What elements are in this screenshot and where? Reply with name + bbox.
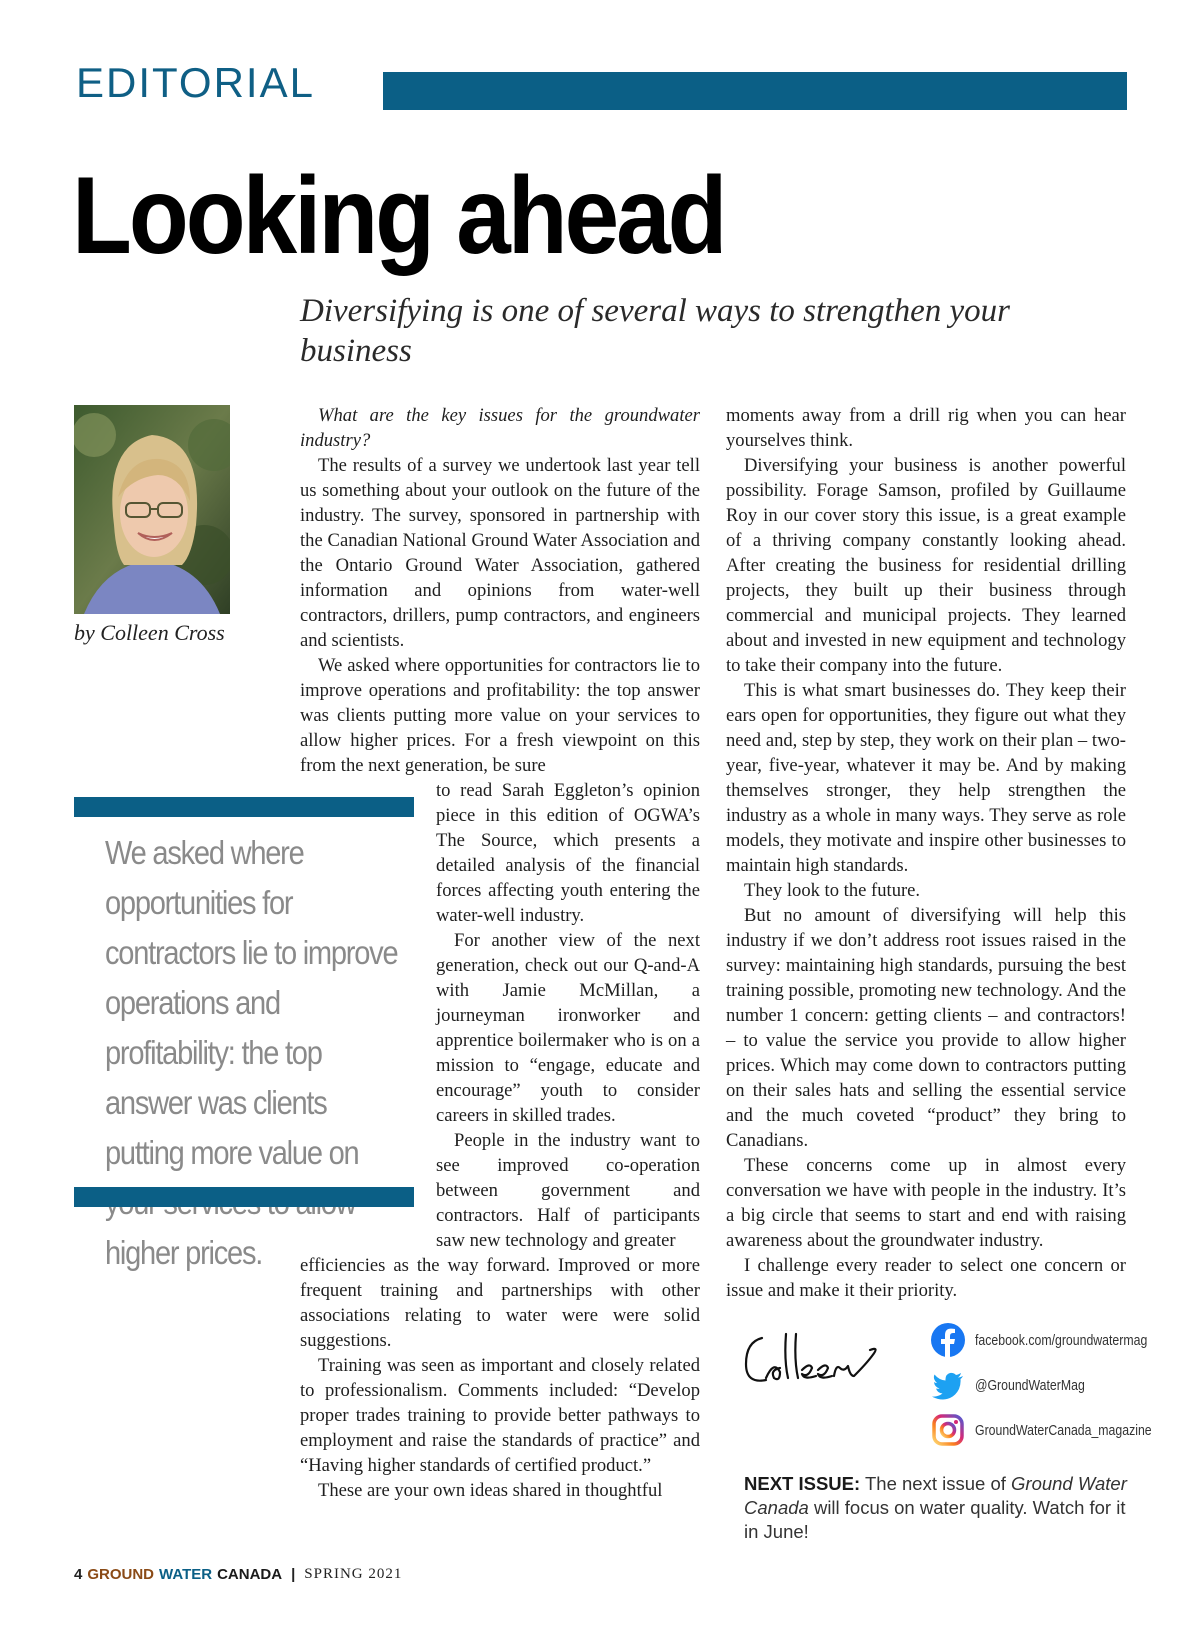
body-paragraph: The results of a survey we undertook last year tell us something about your outlook on the future of the industry. The survey, sponsored in partnership with the Canadian National Ground Water Association and the Ontario Ground Water Association, gathered information and opinions from water-well contractors, drillers, pump contractors, and engineers and scientists.	[300, 455, 700, 651]
body-paragraph: I challenge every reader to select one concern or issue and make it their priority.	[726, 1255, 1126, 1301]
body-paragraph: efficiencies as the way forward. Improved or more frequent training and partnerships with other associations relating to water were were solid suggestions.	[300, 1255, 700, 1351]
section-header-bar	[383, 72, 1127, 110]
body-paragraph: This is what smart businesses do. They keep their ears open for opportunities, they figure out what they need and, step by step, they work on their plan – two-year, five-year, whatever it may be. And by making themselves stronger, they help strengthen the industry as a whole in many ways. They serve as role models, they motivate and inspire other businesses to maintain high standards.	[726, 680, 1126, 876]
page-footer	[74, 1566, 402, 1583]
pull-quote: We asked where opportunities for contractors lie to improve operations and profitability: the top answer was clients putting more value on higher prices.	[105, 834, 398, 1271]
twitter-handle-text: @GroundWaterMag	[975, 1376, 1085, 1394]
social-twitter[interactable]	[931, 1368, 1109, 1402]
body-paragraph: For another view of the next generation, check out our Q-and-A with Jamie McMillan, a journeyman ironworker and apprentice boilermaker who is on a mission to “engage, educate and encourage” youth to consider careers in skilled trades.	[436, 930, 700, 1126]
next-issue-text: will focus on water quality. Watch for it in June!	[744, 1497, 1126, 1542]
next-issue-label: NEXT ISSUE:	[744, 1473, 861, 1494]
body-paragraph: But no amount of diversifying will help this industry if we don’t address root issues raised in the survey: maintaining high standards, pursuing the best training possible, promoting new technology. And the number 1 concern: getting clients – and contractors! – to value the service you provide to allow higher prices. Which may come down to contractors putting on their sales hats and selling the essential service and the much coveted “product” they bring to Canadians.	[726, 905, 1126, 1151]
body-paragraph: Diversifying your business is another powerful possibility. Forage Samson, profiled by Guillaume Roy in our cover story this issue, is a great example of a thriving company constantly looking ahead. After creating the business for residential drilling projects, they built up their business through commercial and municipal projects. They learned about and invested in new equipment and technology to take their company into the future.	[726, 455, 1126, 676]
next-issue-note	[744, 1472, 1134, 1544]
instagram-icon	[931, 1413, 965, 1447]
body-paragraph: We asked where opportunities for contractors lie to improve operations and profitability: the top answer was clients putting more value on your services to allow higher prices. For a fresh viewpoint on this from the next generation, be sure	[300, 655, 700, 776]
footer-brand-ground: GROUND	[87, 1566, 155, 1583]
body-paragraph: What are the key issues for the groundwater industry?	[300, 405, 700, 451]
pull-quote-top-bar	[74, 797, 414, 817]
body-column-2	[726, 403, 1126, 1303]
pull-quote-bottom-bar	[74, 1187, 414, 1207]
author-photo	[74, 405, 230, 614]
byline: by Colleen Cross	[74, 620, 225, 645]
twitter-icon	[931, 1368, 965, 1402]
facebook-link-text: facebook.com/groundwatermag	[975, 1331, 1148, 1349]
page-number: 4	[74, 1566, 83, 1583]
body-paragraph: They look to the future.	[744, 880, 921, 901]
footer-brand-water: WATER	[159, 1566, 213, 1583]
next-issue-text: The next issue of	[864, 1473, 1006, 1494]
handwritten-signature	[740, 1320, 900, 1400]
footer-separator: |	[291, 1566, 296, 1583]
instagram-handle-text: GroundWaterCanada_magazine	[975, 1421, 1152, 1439]
deck-subtitle: Diversifying is one of several ways to strengthen your business	[300, 293, 1010, 369]
headline: Looking ahead	[72, 153, 725, 277]
footer-issue: SPRING 2021	[304, 1566, 403, 1582]
body-paragraph: People in the industry want to see improved co-operation between government and contractors. Half of participants saw new technology and greater	[436, 1130, 700, 1251]
body-column-1-middle	[436, 778, 700, 1253]
body-column-1-bottom	[300, 1253, 700, 1503]
body-column-1-top	[300, 403, 700, 778]
body-paragraph: These concerns come up in almost every conversation we have with people in the industry. It’s a big circle that seems to start and end with raising awareness about the groundwater industry.	[726, 1155, 1126, 1251]
body-paragraph: Training was seen as important and closely related to professionalism. Comments included: “Develop proper trades training to provide better pathways to employment and raise the standards of practice” and “Having higher standards of certified product.”	[300, 1355, 700, 1476]
social-facebook[interactable]	[931, 1323, 1185, 1357]
footer-brand-canada: CANADA	[217, 1566, 283, 1583]
next-issue-magazine: Ground Water Canada	[744, 1473, 1127, 1518]
body-paragraph: moments away from a drill rig when you can hear yourselves think.	[726, 405, 1126, 451]
body-paragraph: to read Sarah Eggleton’s opinion piece in this edition of OGWA’s The Source, which presents a detailed analysis of the financial forces affecting youth entering the water-well industry.	[436, 780, 700, 926]
facebook-icon	[931, 1323, 965, 1357]
section-label: EDITORIAL	[76, 59, 315, 106]
social-instagram[interactable]	[931, 1413, 1190, 1447]
body-paragraph: These are your own ideas shared in thoughtful	[318, 1480, 663, 1501]
